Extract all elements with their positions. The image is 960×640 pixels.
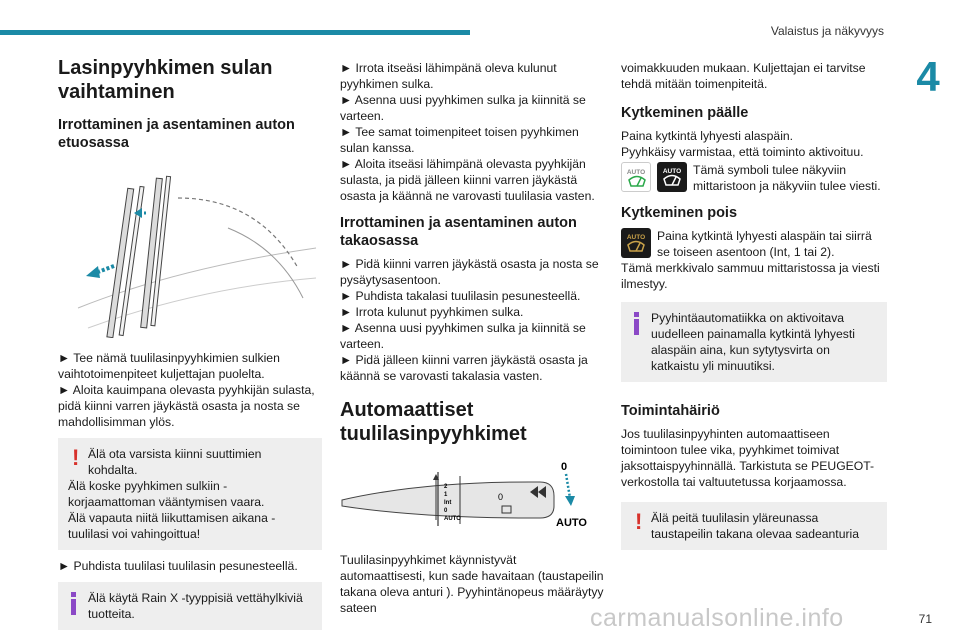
info-icon: [71, 592, 77, 615]
fault-body: Jos tuulilasinpyyhinten automaattiseen toimintoon tulee vika, pyyhkimet toimivat jaksottaispyyhinnällä. Tarkistuta se PEUGEOT-verkostolla tai valtuutetussa korjaamossa.: [621, 427, 875, 489]
front-step-5: ► Asenna uusi pyyhkimen sulka ja kiinnitä se varteen.: [340, 93, 586, 123]
auto-wiper-light-icon: AUTO: [621, 162, 651, 192]
info-text-2: Pyyhintäautomatiikka on aktivoitava uudelleen painamalla kytkintä lyhyesti alaspäin aina, kun sytytysvirta on katkaistu yli minuutiksi.: [651, 311, 855, 373]
stalk-label-top-0: 0: [498, 492, 504, 502]
front-step-4: ► Irrota itseäsi lähimpänä oleva kulunut pyyhkimen sulka.: [340, 61, 557, 91]
warning-box-2: [621, 502, 887, 550]
warning-text-2: Älä peitä tuulilasin yläreunassa taustapeilin takana olevaa sadeanturia: [651, 511, 860, 541]
chapter-number: 4: [916, 53, 940, 100]
page-title: Lasinpyyhkimen sulan vaihtaminen: [58, 57, 273, 103]
auto-wiper-dark-icon: AUTO: [657, 162, 687, 192]
front-step-3: ► Puhdista tuulilasi tuulilasin pesunesteellä.: [58, 559, 298, 573]
rear-step-1: ► Pidä kiinni varren jäykästä osasta ja nosta se pysäytysasentoon.: [340, 257, 599, 287]
warning-line-5: tuulilasi voi vahingoittua!: [68, 527, 201, 541]
front-subtitle: Irrottaminen ja asentaminen auton etuosassa: [58, 117, 295, 151]
info-box-1: [58, 582, 322, 630]
stalk-label-1: 1: [444, 492, 448, 498]
info-icon: [634, 312, 640, 335]
warning-line-2: Älä koske pyyhkimen sulkiin -: [68, 479, 228, 493]
top-zero-label: 0: [561, 461, 568, 473]
switch-on-2: Pyyhkäisy varmistaa, että toiminto aktivoituu.: [621, 145, 864, 159]
front-step-6: ► Tee samat toimenpiteet toisen pyyhkimen sulan kanssa.: [340, 125, 579, 155]
switch-off-icon-text: Paina kytkintä lyhyesti alaspäin tai siirrä se toiseen asentoon (Int, 1 tai 2).: [657, 229, 872, 259]
column-3: [621, 60, 887, 558]
info-box-2: [621, 302, 887, 382]
auto-label: AUTO: [556, 517, 587, 529]
front-wiper-illustration: [58, 158, 322, 342]
stalk-label-0: 0: [444, 508, 448, 514]
warning-icon: !: [635, 509, 643, 534]
watermark: carmanualsonline.info: [590, 604, 844, 632]
front-step-7: ► Aloita itseäsi lähimpänä olevasta pyyhkijän sulasta, ja pidä jälleen kiinni varren jäykästä osasta ja käännä ne varovasti tuulilasia vasten.: [340, 157, 595, 203]
column-1: [58, 56, 322, 638]
rear-step-5: ► Pidä jälleen kiinni varren jäykästä osasta ja käännä se varovasti takalasia vasten.: [340, 353, 588, 383]
warning-box-1: [58, 438, 322, 550]
switch-off-2: Tämä merkkivalo sammuu mittaristossa ja viesti ilmestyy.: [621, 261, 880, 291]
column-2: [340, 60, 605, 616]
switch-off-row: [621, 228, 887, 260]
front-step-1: ► Tee nämä tuulilasinpyyhkimien sulkien vaihtotoimenpiteet kuljettajan puolelta.: [58, 351, 280, 381]
switch-on-1: Paina kytkintä lyhyesti alaspäin.: [621, 129, 794, 143]
header-accent-bar: [0, 30, 470, 35]
auto-intro-cont: voimakkuuden mukaan. Kuljettajan ei tarvitse tehdä mitään toimenpiteitä.: [621, 61, 866, 91]
auto-wipers-body: Tuulilasinpyyhkimet käynnistyvät automaattisesti, kun sade havaitaan (taustapeilin takana oleva anturi ). Pyyhintänopeus määräytyy sateen: [340, 553, 604, 615]
info-text-1: Älä käytä Rain X -tyyppisiä vettähylkiviä tuotteita.: [88, 591, 303, 621]
warning-line-3: korjaamattoman vääntymisen vaara.: [68, 495, 265, 509]
rear-subtitle: Irrottaminen ja asentaminen auton takaosassa: [340, 215, 577, 249]
stalk-label-auto: AUTO: [444, 516, 461, 522]
front-step-2: ► Aloita kauimpana olevasta pyyhkijän sulasta, pidä kiinni varren jäykästä osasta ja nosta se mahdollisimman ylös.: [58, 383, 315, 429]
warning-line-4: Älä vapauta niitä liikuttamisen aikana -: [68, 511, 276, 525]
switch-off-title: Kytkeminen pois: [621, 205, 738, 221]
wiper-stalk-illustration: [340, 460, 605, 544]
rear-step-3: ► Irrota kulunut pyyhkimen sulka.: [340, 305, 524, 319]
page-number: 71: [918, 612, 932, 626]
rear-step-2: ► Puhdista takalasi tuulilasin pesunesteellä.: [340, 289, 581, 303]
switch-on-icon-text: Tämä symboli tulee näkyviin mittaristoon ja näkyviin tulee viesti.: [693, 163, 881, 193]
warning-line-1: Älä ota varsista kiinni suuttimien kohdalta.: [88, 447, 262, 477]
stalk-label-int: Int: [444, 500, 452, 506]
stalk-label-2: 2: [444, 484, 448, 490]
fault-title: Toimintahäiriö: [621, 403, 720, 419]
rear-step-4: ► Asenna uusi pyyhkimen sulka ja kiinnitä se varteen.: [340, 321, 586, 351]
auto-wipers-title: Automaattiset tuulilasinpyyhkimet: [340, 399, 527, 445]
auto-wiper-off-icon: AUTO: [621, 228, 651, 258]
section-header: Valaistus ja näkyvyys: [770, 24, 884, 38]
warning-icon: !: [72, 445, 80, 470]
auto-symbol-row: [621, 162, 887, 194]
switch-on-title: Kytkeminen päälle: [621, 105, 749, 121]
